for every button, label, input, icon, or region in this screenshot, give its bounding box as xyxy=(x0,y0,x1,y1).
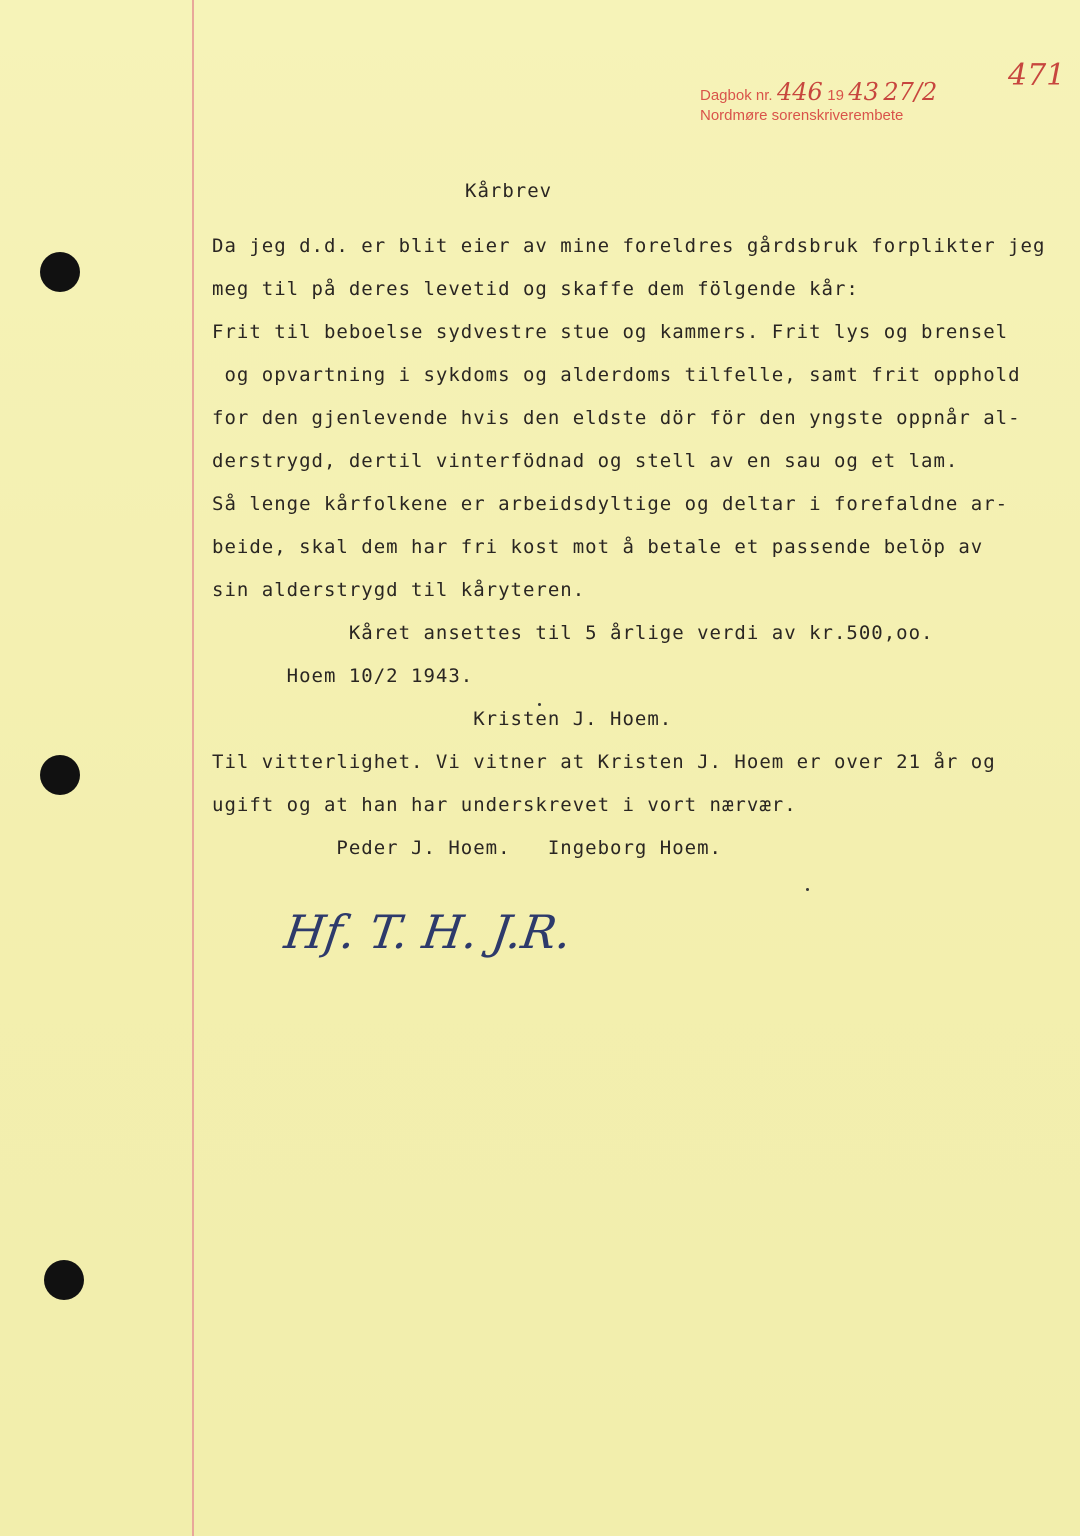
stamp-date: 27/2 xyxy=(883,78,938,106)
punch-hole xyxy=(40,755,80,795)
document-line: Til vitterlighet. Vi vitner at Kristen J. Hoem er over 21 år og xyxy=(212,751,996,773)
document-line: sin alderstrygd til kåryteren. xyxy=(212,579,586,601)
document-line: derstrygd, dertil vinterfödnad og stell av en sau og et lam. xyxy=(212,450,959,472)
office-name: Nordmøre sorenskriverembete xyxy=(700,107,904,124)
document-line: ugift og at han har underskrevet i vort nærvær. xyxy=(212,794,797,816)
page-number: 471 xyxy=(1008,58,1066,93)
year-prefix: 19 xyxy=(827,87,844,104)
handwritten-annotation: Hf. T. H. J.R. xyxy=(281,905,575,959)
punch-hole xyxy=(44,1260,84,1300)
document-line: og opvartning i sykdoms og alderdoms tilfelle, samt frit opphold xyxy=(212,364,1021,386)
document-line: Kåret ansettes til 5 årlige verdi av kr.500,oo. xyxy=(212,622,934,644)
dagbok-label: Dagbok nr. xyxy=(700,87,773,104)
document-line: for den gjenlevende hvis den eldste dör för den yngste oppnår al- xyxy=(212,407,1021,429)
document-line: Peder J. Hoem. Ingeborg Hoem. xyxy=(212,837,722,859)
document-line: Så lenge kårfolkene er arbeidsdyltige og deltar i forefaldne ar- xyxy=(212,493,1009,515)
document-line: beide, skal dem har fri kost mot å betale et passende belöp av xyxy=(212,536,984,558)
document-line: Da jeg d.d. er blit eier av mine foreldres gårdsbruk forplikter jeg xyxy=(212,235,1046,257)
document-line: Kristen J. Hoem. xyxy=(212,708,673,730)
document-line: Frit til beboelse sydvestre stue og kammers. Frit lys og brensel xyxy=(212,321,1009,343)
margin-rule xyxy=(192,0,194,1536)
office-stamp xyxy=(700,107,903,125)
punch-hole xyxy=(40,252,80,292)
ink-dot xyxy=(538,703,541,706)
year-suffix: 43 xyxy=(848,78,879,106)
ink-dot xyxy=(806,888,809,891)
document-heading: Kårbrev xyxy=(465,180,553,202)
registry-stamp xyxy=(700,78,937,106)
document-line: meg til på deres levetid og skaffe dem fölgende kår: xyxy=(212,278,859,300)
dagbok-number: 446 xyxy=(777,78,823,106)
document-line: Hoem 10/2 1943. xyxy=(212,665,474,687)
